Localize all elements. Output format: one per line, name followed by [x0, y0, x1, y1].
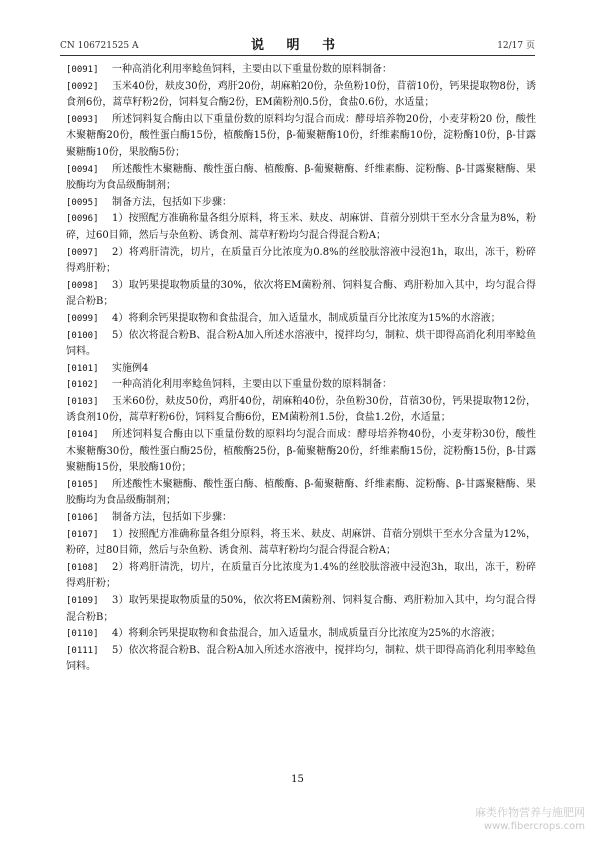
paragraph-text: 实施例4 [112, 362, 149, 374]
paragraph-text: 所述饲料复合酶由以下重量份数的原料均匀混合而成：酵母培养物40份，小麦芽粉30份，酸性木聚糖酶30份，酸性蛋白酶25份，植酸酶25份，β-葡聚糖酶20份，纤维素酶15份，淀粉酶15份，β-甘露聚糖酶15份，果胶酶10份； [66, 429, 536, 474]
paragraph-number: [0096] [66, 214, 99, 225]
paragraph-number: [0094] [66, 164, 99, 175]
page-header [60, 35, 535, 53]
paragraph-number: [0110] [66, 629, 99, 640]
paragraph-number: [0098] [66, 280, 99, 291]
watermark-site-name: 麻类作物营养与施肥网 [475, 806, 585, 819]
paragraph [66, 377, 536, 394]
paragraph-text: 制备方法，包括如下步骤： [112, 196, 232, 208]
section-heading [66, 361, 536, 378]
paragraph-number: [0095] [66, 197, 99, 208]
paragraph-text: 1）按照配方准确称量各组分原料，将玉米、麸皮、胡麻饼、苜蓿分别烘干至水分含量为8%，粉碎，过60目筛，然后与杂鱼粉、诱食剂、蒿草籽粉均匀混合得混合粉A； [66, 213, 536, 241]
paragraph-text: 3）取钙果提取物质量的30%，依次将EM菌粉剂、饲料复合酶、鸡肝粉加入其中，均匀混合得混合粉B； [66, 279, 536, 308]
paragraph-text: 玉米60份，麸皮50份，鸡肝40份，胡麻粕40份，杂鱼粉30份，苜蓿30份，钙果提取物12份，诱食剂10份，蒿草籽粉6份，饲料复合酶6份，EM菌粉剂1.5份，食盐1.2份，水适量； [66, 395, 536, 424]
paragraph-number: [0107] [66, 529, 99, 540]
paragraph [66, 560, 536, 593]
paragraph [66, 527, 536, 560]
paragraph [66, 626, 536, 643]
paragraph [66, 245, 536, 278]
paragraph [66, 593, 536, 626]
paragraph [66, 79, 536, 112]
paragraph [66, 427, 536, 477]
paragraph-text: 所述饲料复合酶由以下重量份数的原料均匀混合而成：酵母培养物20份，小麦芽粉20 份，酸性木聚糖酶20份，酸性蛋白酶15份，植酸酶15份，β-葡聚糖酶10份，纤维素酶10份，淀粉酶10份，β-甘露聚糖酶10份，果胶酶5份； [66, 113, 536, 158]
paragraph-text: 所述酸性木聚糖酶、酸性蛋白酶、植酸酶、β-葡聚糖酶、纤维素酶、淀粉酶、β-甘露聚糖酶、果胶酶均为食品级酶制剂； [66, 163, 536, 192]
paragraph [66, 510, 536, 527]
paragraph-text: 制备方法，包括如下步骤： [112, 512, 232, 524]
paragraph-text: 一种高消化利用率鲶鱼饲料，主要由以下重量份数的原料制备： [112, 379, 392, 391]
paragraph [66, 328, 536, 361]
paragraph-text: 4）将剩余钙果提取物和食盐混合，加入适量水，制成质量百分比浓度为15%的水溶液； [112, 312, 501, 324]
document-body [66, 62, 536, 676]
paragraph-number: [0105] [66, 479, 99, 490]
paragraph-text: 一种高消化利用率鲶鱼饲料，主要由以下重量份数的原料制备： [112, 64, 392, 75]
paragraph-number: [0111] [66, 645, 99, 656]
paragraph [66, 62, 536, 79]
paragraph-number: [0103] [66, 396, 99, 407]
paragraph-text: 玉米40份，麸皮30份，鸡肝20份，胡麻粕20份，杂鱼粉10份，苜蓿10份，钙果提取物8份，诱食剂6份，蒿草籽粉2份，饲料复合酶2份，EM菌粉剂0.5份，食盐0.6份，水适量； [66, 80, 536, 109]
paragraph [66, 211, 536, 244]
paragraph [66, 394, 536, 427]
paragraph-number: [0109] [66, 596, 99, 606]
paragraph-text: 所述酸性木聚糖酶、酸性蛋白酶、植酸酶、β-葡聚糖酶、纤维素酶、淀粉酶、β-甘露聚糖酶、果胶酶均为食品级酶制剂； [66, 478, 536, 507]
paragraph-text: 5）依次将混合粉B、混合粉A加入所述水溶液中，搅拌均匀，制粒、烘干即得高消化利用率鲶鱼饲料。 [66, 644, 536, 673]
paragraph-text: 1）按照配方准确称量各组分原料，将玉米、麸皮、胡麻饼、苜蓿分别烘干至水分含量为12%，粉碎，过80目筛，然后与杂鱼粉、诱食剂、蒿草籽粉均匀混合得混合粉A； [66, 528, 536, 557]
paragraph-text: 5）依次将混合粉B、混合粉A加入所述水溶液中，搅拌均匀，制粒、烘干即得高消化利用率鲶鱼饲料。 [66, 329, 536, 358]
paragraph-number: [0091] [66, 65, 99, 75]
paragraph [66, 311, 536, 328]
paragraph [66, 112, 536, 162]
paragraph [66, 643, 536, 676]
paragraph-number: [0099] [66, 313, 99, 324]
watermark-url: www.fibercrops.com [483, 821, 585, 832]
paragraph-number: [0104] [66, 430, 99, 441]
paragraph [66, 162, 536, 195]
header-divider [60, 55, 535, 56]
paragraph [66, 195, 536, 212]
watermark [475, 806, 585, 834]
page-number: 15 [291, 774, 304, 785]
paragraph-text: 2）将鸡肝清洗，切片，在质量百分比浓度为1.4%的丝胶肽溶液中浸泡3h，取出，冻干，粉碎得鸡肝粉； [66, 561, 536, 590]
paragraph-text: 3）取钙果提取物质量的50%，依次将EM菌粉剂、饲料复合酶、鸡肝粉加入其中，均匀混合得混合粉B； [66, 595, 536, 623]
paragraph [66, 477, 536, 510]
paragraph-number: [0106] [66, 513, 99, 524]
paragraph-number: [0102] [66, 380, 99, 391]
paragraph-text: 4）将剩余钙果提取物和食盐混合，加入适量水，制成质量百分比浓度为25%的水溶液； [112, 628, 501, 640]
patent-number: CN 106721525 A [60, 41, 139, 51]
paragraph-text: 2）将鸡肝清洗，切片，在质量百分比浓度为0.8%的丝胶肽溶液中浸泡1h，取出，冻干，粉碎得鸡肝粉； [66, 246, 536, 275]
paragraph-number: [0101] [66, 363, 99, 374]
paragraph-number: [0092] [66, 81, 99, 92]
document-title: 说 明 书 [250, 38, 345, 53]
paragraph-number: [0093] [66, 114, 99, 125]
paragraph-number: [0097] [66, 247, 99, 258]
paragraph-number: [0108] [66, 562, 99, 573]
page-info: 12/17 页 [497, 41, 535, 51]
paragraph [66, 278, 536, 311]
paragraph-number: [0100] [66, 330, 99, 341]
